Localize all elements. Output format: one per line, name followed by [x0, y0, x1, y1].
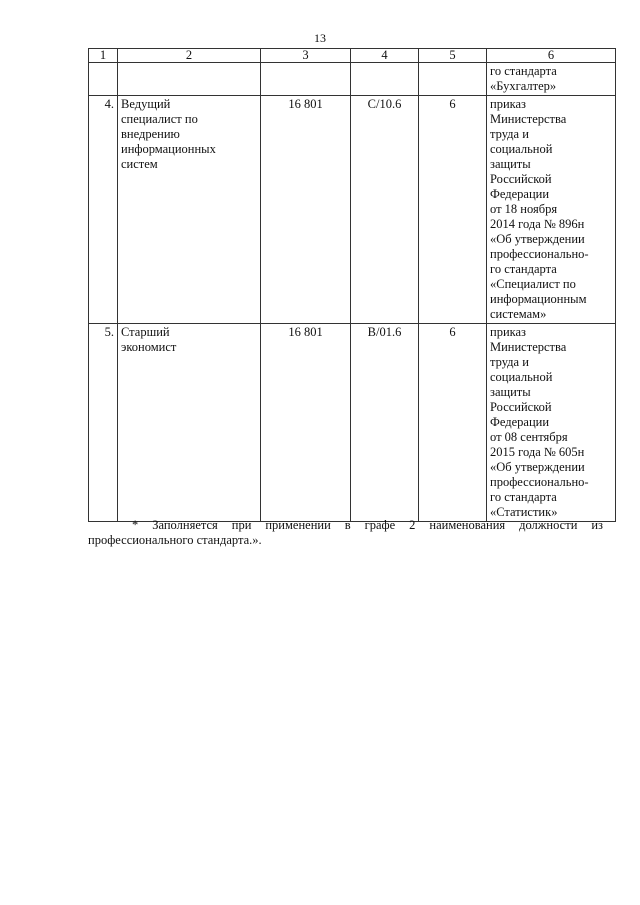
column-header-6: 6 [487, 49, 616, 63]
position-line: Ведущий [121, 97, 171, 111]
document-line: 2015 года № 605н [490, 445, 585, 459]
cell-level: 6 [419, 324, 487, 522]
document-line: профессионально- [490, 475, 589, 489]
document-line: труда и [490, 127, 529, 141]
cell-position [118, 324, 261, 522]
cell-salary [261, 63, 351, 96]
page-number: 13 [314, 31, 326, 45]
document-line: Министерства [490, 340, 567, 354]
document-line: труда и [490, 355, 529, 369]
document-line: Российской [490, 172, 552, 186]
position-line: информационных [121, 142, 216, 156]
cell-code [351, 63, 419, 96]
position-line: экономист [121, 340, 177, 354]
cell-level: 6 [419, 96, 487, 324]
document-line: профессионально- [490, 247, 589, 261]
document-line: го стандарта [490, 490, 557, 504]
cell-code: С/10.6 [351, 96, 419, 324]
table-header-row [89, 49, 616, 63]
column-header-3: 3 [261, 49, 351, 63]
document-line: «Бухгалтер» [490, 79, 557, 93]
cell-salary: 16 801 [261, 324, 351, 522]
cell-position [118, 63, 261, 96]
table-row [89, 96, 616, 324]
document-line: Федерации [490, 415, 550, 429]
cell-num: 5. [89, 324, 118, 522]
document-line: от 08 сентября [490, 430, 568, 444]
cell-position [118, 96, 261, 324]
column-header-4: 4 [351, 49, 419, 63]
document-line: приказ [490, 97, 526, 111]
cell-num: 4. [89, 96, 118, 324]
document-line: приказ [490, 325, 526, 339]
document-line: социальной [490, 142, 553, 156]
document-line: информационным [490, 292, 587, 306]
document-line: го стандарта [490, 64, 557, 78]
table-row-continuation [89, 63, 616, 96]
cell-document [487, 63, 616, 96]
cell-code: В/01.6 [351, 324, 419, 522]
document-line: системам» [490, 307, 547, 321]
cell-document [487, 96, 616, 324]
positions-table [88, 48, 616, 522]
column-header-1: 1 [89, 49, 118, 63]
table-row [89, 324, 616, 522]
document-line: го стандарта [490, 262, 557, 276]
document-line: 2014 года № 896н [490, 217, 585, 231]
footnote: * Заполняется при применении в графе 2 наименования должности из профессионального стандарта.». [88, 517, 603, 547]
document-line: защиты [490, 157, 531, 171]
column-header-2: 2 [118, 49, 261, 63]
column-header-5: 5 [419, 49, 487, 63]
cell-level [419, 63, 487, 96]
document-line: от 18 ноября [490, 202, 558, 216]
cell-salary: 16 801 [261, 96, 351, 324]
position-line: Старший [121, 325, 170, 339]
document-line: «Об утверждении [490, 460, 585, 474]
document-line: «Статистик» [490, 505, 558, 519]
position-line: внедрению [121, 127, 180, 141]
cell-document [487, 324, 616, 522]
position-line: специалист по [121, 112, 198, 126]
cell-num [89, 63, 118, 96]
document-line: «Специалист по [490, 277, 576, 291]
document-line: Российской [490, 400, 552, 414]
document-line: «Об утверждении [490, 232, 585, 246]
document-line: защиты [490, 385, 531, 399]
document-line: социальной [490, 370, 553, 384]
document-line: Министерства [490, 112, 567, 126]
position-line: систем [121, 157, 158, 171]
document-line: Федерации [490, 187, 550, 201]
